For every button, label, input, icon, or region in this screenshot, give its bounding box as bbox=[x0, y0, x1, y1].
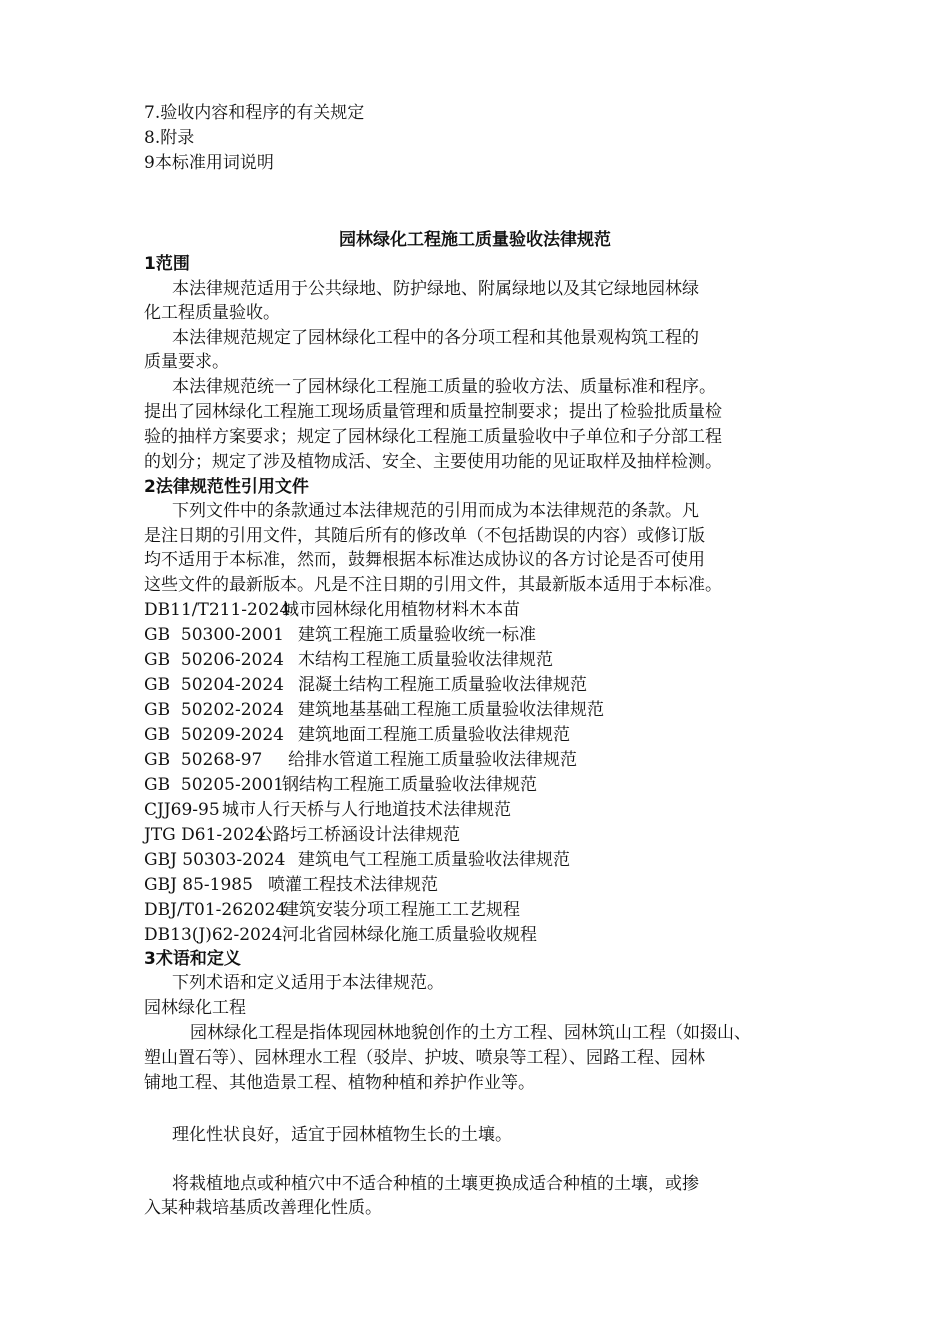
reference-code: GB 50268-97 bbox=[144, 750, 263, 770]
section-2-heading: 2法律规范性引用文件 bbox=[144, 477, 309, 497]
reference-code: GBJ 50303-2024 bbox=[144, 850, 286, 870]
reference-code: JTG D61-2024 bbox=[144, 825, 266, 845]
section-2-p1-line1: 下列文件中的条款通过本法律规范的引用而成为本法律规范的条款。凡 bbox=[172, 501, 699, 521]
toc-item-8: 8.附录 bbox=[144, 128, 195, 148]
reference-code: GB 50206-2024 bbox=[144, 650, 284, 670]
definition-soil-replacement-line2: 入某种栽培基质改善理化性质。 bbox=[144, 1198, 382, 1218]
section-1-heading: 1范围 bbox=[144, 254, 190, 274]
term-definition-line2: 塑山置石等）、园林理水工程（驳岸、护坡、喷泉等工程）、园路工程、园林 bbox=[144, 1048, 705, 1068]
section-1-p3-line4: 的划分；规定了涉及植物成活、安全、主要使用功能的见证取样及抽样检测。 bbox=[144, 452, 722, 472]
reference-code: GB 50204-2024 bbox=[144, 675, 284, 695]
reference-code: GB 50209-2024 bbox=[144, 725, 284, 745]
section-1-p2-line2: 质量要求。 bbox=[144, 352, 229, 372]
section-1-p3-line2: 提出了园林绿化工程施工现场质量管理和质量控制要求；提出了检验批质量检 bbox=[144, 402, 722, 422]
reference-item bbox=[144, 648, 553, 672]
reference-code: GBJ 85-1985 bbox=[144, 875, 253, 895]
reference-item bbox=[144, 598, 520, 622]
section-3-intro: 下列术语和定义适用于本法律规范。 bbox=[172, 973, 444, 993]
reference-code: GB 50300-2001 bbox=[144, 625, 284, 645]
term-definition-line3: 铺地工程、其他造景工程、植物种植和养护作业等。 bbox=[144, 1073, 535, 1093]
document-title: 园林绿化工程施工质量验收法律规范 bbox=[339, 230, 611, 250]
section-1-p3-line1: 本法律规范统一了园林绿化工程施工质量的验收方法、质量标准和程序。 bbox=[172, 377, 716, 397]
section-2-p1-line2: 是注日期的引用文件，其随后所有的修改单（不包括勘误的内容）或修订版 bbox=[144, 526, 705, 546]
section-2-p1-line3: 均不适用于本标准，然而，鼓舞根据本标准达成协议的各方讨论是否可使用 bbox=[144, 550, 705, 570]
definition-planting-soil: 理化性状良好，适宜于园林植物生长的土壤。 bbox=[172, 1125, 512, 1145]
section-1-p2-line1: 本法律规范规定了园林绿化工程中的各分项工程和其他景观构筑工程的 bbox=[172, 328, 699, 348]
reference-title: 给排水管道工程施工质量验收法律规范 bbox=[288, 750, 577, 770]
reference-code: DBJ/T01-262024 bbox=[144, 900, 287, 920]
reference-title: 建筑安装分项工程施工工艺规程 bbox=[282, 900, 520, 920]
reference-title: 木结构工程施工质量验收法律规范 bbox=[298, 650, 553, 670]
term-definition-line1: 园林绿化工程是指体现园林地貌创作的土方工程、园林筑山工程（如掇山、 bbox=[190, 1023, 751, 1043]
reference-title: 钢结构工程施工质量验收法律规范 bbox=[282, 775, 537, 795]
reference-item bbox=[144, 623, 536, 647]
definition-soil-replacement-line1: 将栽植地点或种植穴中不适合种植的土壤更换成适合种植的土壤，或掺 bbox=[172, 1174, 699, 1194]
section-1-p1-line1: 本法律规范适用于公共绿地、防护绿地、附属绿地以及其它绿地园林绿 bbox=[172, 279, 699, 299]
reference-code: DB11/T211-2024 bbox=[144, 600, 291, 620]
reference-item bbox=[144, 698, 604, 722]
reference-item bbox=[144, 798, 511, 822]
reference-title: 公路圬工桥涵设计法律规范 bbox=[256, 825, 460, 845]
reference-title: 河北省园林绿化施工质量验收规程 bbox=[282, 925, 537, 945]
toc-item-9: 9本标准用词说明 bbox=[144, 153, 274, 173]
section-1-p1-line2: 化工程质量验收。 bbox=[144, 303, 280, 323]
reference-title: 城市人行天桥与人行地道技术法律规范 bbox=[222, 800, 511, 820]
reference-item bbox=[144, 673, 587, 697]
reference-item bbox=[144, 823, 460, 847]
reference-title: 建筑地基基础工程施工质量验收法律规范 bbox=[298, 700, 604, 720]
section-2-p1-line4: 这些文件的最新版本。凡是不注日期的引用文件，其最新版本适用于本标准。 bbox=[144, 575, 722, 595]
reference-item bbox=[144, 898, 520, 922]
reference-item bbox=[144, 848, 570, 872]
reference-item bbox=[144, 723, 570, 747]
reference-title: 混凝土结构工程施工质量验收法律规范 bbox=[298, 675, 587, 695]
reference-title: 建筑电气工程施工质量验收法律规范 bbox=[298, 850, 570, 870]
reference-title: 喷灌工程技术法律规范 bbox=[268, 875, 438, 895]
reference-code: DB13(J)62-2024 bbox=[144, 925, 283, 945]
reference-title: 建筑工程施工质量验收统一标准 bbox=[298, 625, 536, 645]
reference-item bbox=[144, 748, 577, 772]
reference-title: 城市园林绿化用植物材料木本苗 bbox=[282, 600, 520, 620]
reference-item bbox=[144, 873, 438, 897]
section-1-p3-line3: 验的抽样方案要求；规定了园林绿化工程施工质量验收中子单位和子分部工程 bbox=[144, 427, 722, 447]
reference-code: GB 50202-2024 bbox=[144, 700, 284, 720]
section-3-heading: 3术语和定义 bbox=[144, 949, 241, 969]
reference-title: 建筑地面工程施工质量验收法律规范 bbox=[298, 725, 570, 745]
reference-code: CJJ69-95 bbox=[144, 800, 220, 820]
term-name: 园林绿化工程 bbox=[144, 998, 246, 1018]
reference-item bbox=[144, 923, 537, 947]
reference-code: GB 50205-2001 bbox=[144, 775, 284, 795]
toc-item-7: 7.验收内容和程序的有关规定 bbox=[144, 103, 365, 123]
reference-item bbox=[144, 773, 537, 797]
